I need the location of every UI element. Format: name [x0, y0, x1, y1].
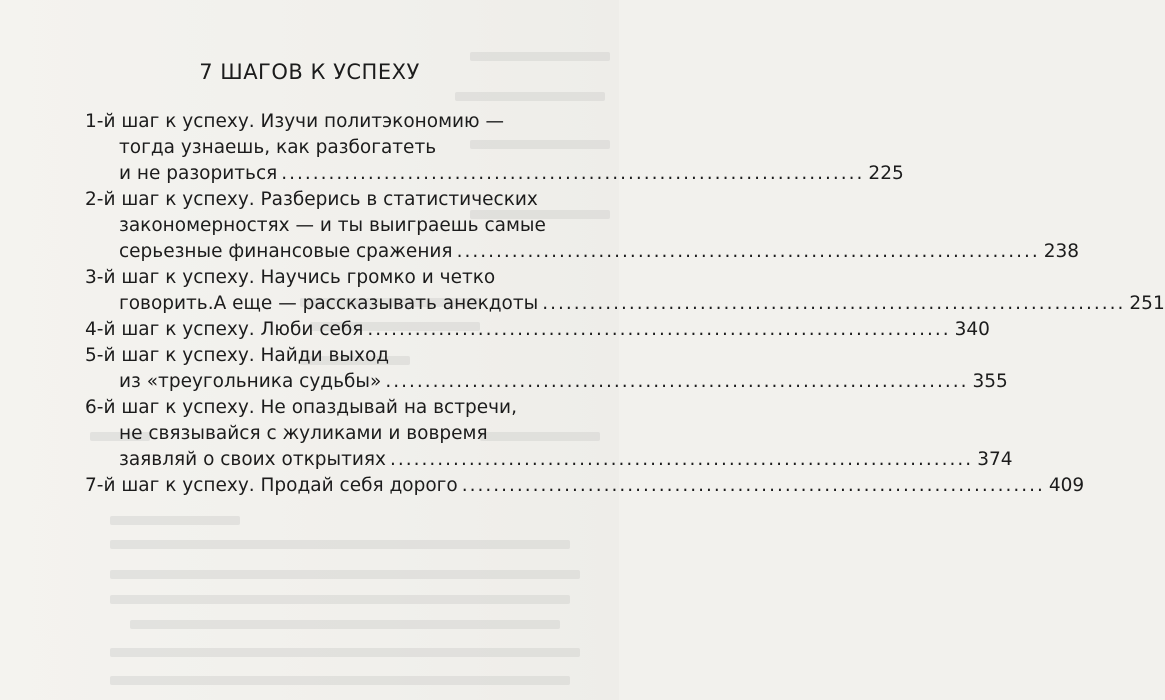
toc-entry-last-line [85, 473, 1085, 499]
dot-leader: .......................................................................... [542, 293, 1126, 314]
page-number: 238 [1043, 241, 1080, 262]
dot-leader: .......................................................................... [385, 371, 969, 392]
toc-entry-line: из «треугольника судьбы» [119, 371, 382, 392]
page-number: 340 [954, 319, 990, 340]
page-number: 355 [972, 371, 1008, 392]
toc-entry-2 [85, 187, 1080, 265]
toc-entry-last-line [85, 317, 990, 343]
dot-leader: .......................................................................... [367, 319, 951, 340]
toc-entry-3 [85, 265, 1165, 317]
toc-entry-line: заявляй о своих открытиях [119, 449, 387, 470]
page-number: 374 [977, 449, 1013, 470]
toc-entry-line: закономерностях — и ты выиграешь самые [119, 215, 546, 236]
toc-entry-line: 5-й шаг к успеху. Найди выход [85, 345, 390, 366]
table-of-contents [85, 109, 1165, 499]
toc-entry-last-line [85, 161, 904, 187]
toc-entry-last-line [85, 239, 1080, 265]
dot-leader: .......................................................................... [461, 475, 1045, 496]
toc-entry-line: 6-й шаг к успеху. Не опаздывай на встречи, [85, 397, 517, 418]
toc-entry-line: и не разориться [119, 163, 278, 184]
toc-entry-line: серьезные финансовые сражения [119, 241, 453, 262]
toc-entry-last-line [85, 369, 1008, 395]
toc-entry-line: не связывайся с жуликами и вовремя [119, 423, 488, 444]
toc-entry-6 [85, 395, 1013, 473]
page-number: 251 [1129, 293, 1165, 314]
toc-entry-line: 3-й шаг к успеху. Научись громко и четко [85, 267, 496, 288]
toc-entry-line: тогда узнаешь, как разбогатеть [119, 137, 437, 158]
page-number: 225 [868, 163, 904, 184]
dot-leader: .......................................................................... [456, 241, 1040, 262]
dot-leader: .......................................................................... [390, 449, 974, 470]
toc-entry-line: 7-й шаг к успеху. Продай себя дорого [85, 475, 458, 496]
toc-entry-line: 1-й шаг к успеху. Изучи политэкономию — [85, 111, 505, 132]
page-title: 7 ШАГОВ К УСПЕХУ [199, 60, 420, 84]
dot-leader: .......................................................................... [281, 163, 865, 184]
toc-entry-7 [85, 473, 1085, 499]
toc-entry-1 [85, 109, 904, 187]
toc-entry-last-line [85, 447, 1013, 473]
toc-entry-last-line [85, 291, 1165, 317]
page-number: 409 [1048, 475, 1085, 496]
toc-entry-line: 4-й шаг к успеху. Люби себя [85, 319, 364, 340]
toc-entry-line: говорить.А еще — рассказывать анекдоты [119, 293, 539, 314]
toc-entry-line: 2-й шаг к успеху. Разберись в статистических [85, 189, 538, 210]
toc-entry-4 [85, 317, 990, 343]
toc-entry-5 [85, 343, 1008, 395]
